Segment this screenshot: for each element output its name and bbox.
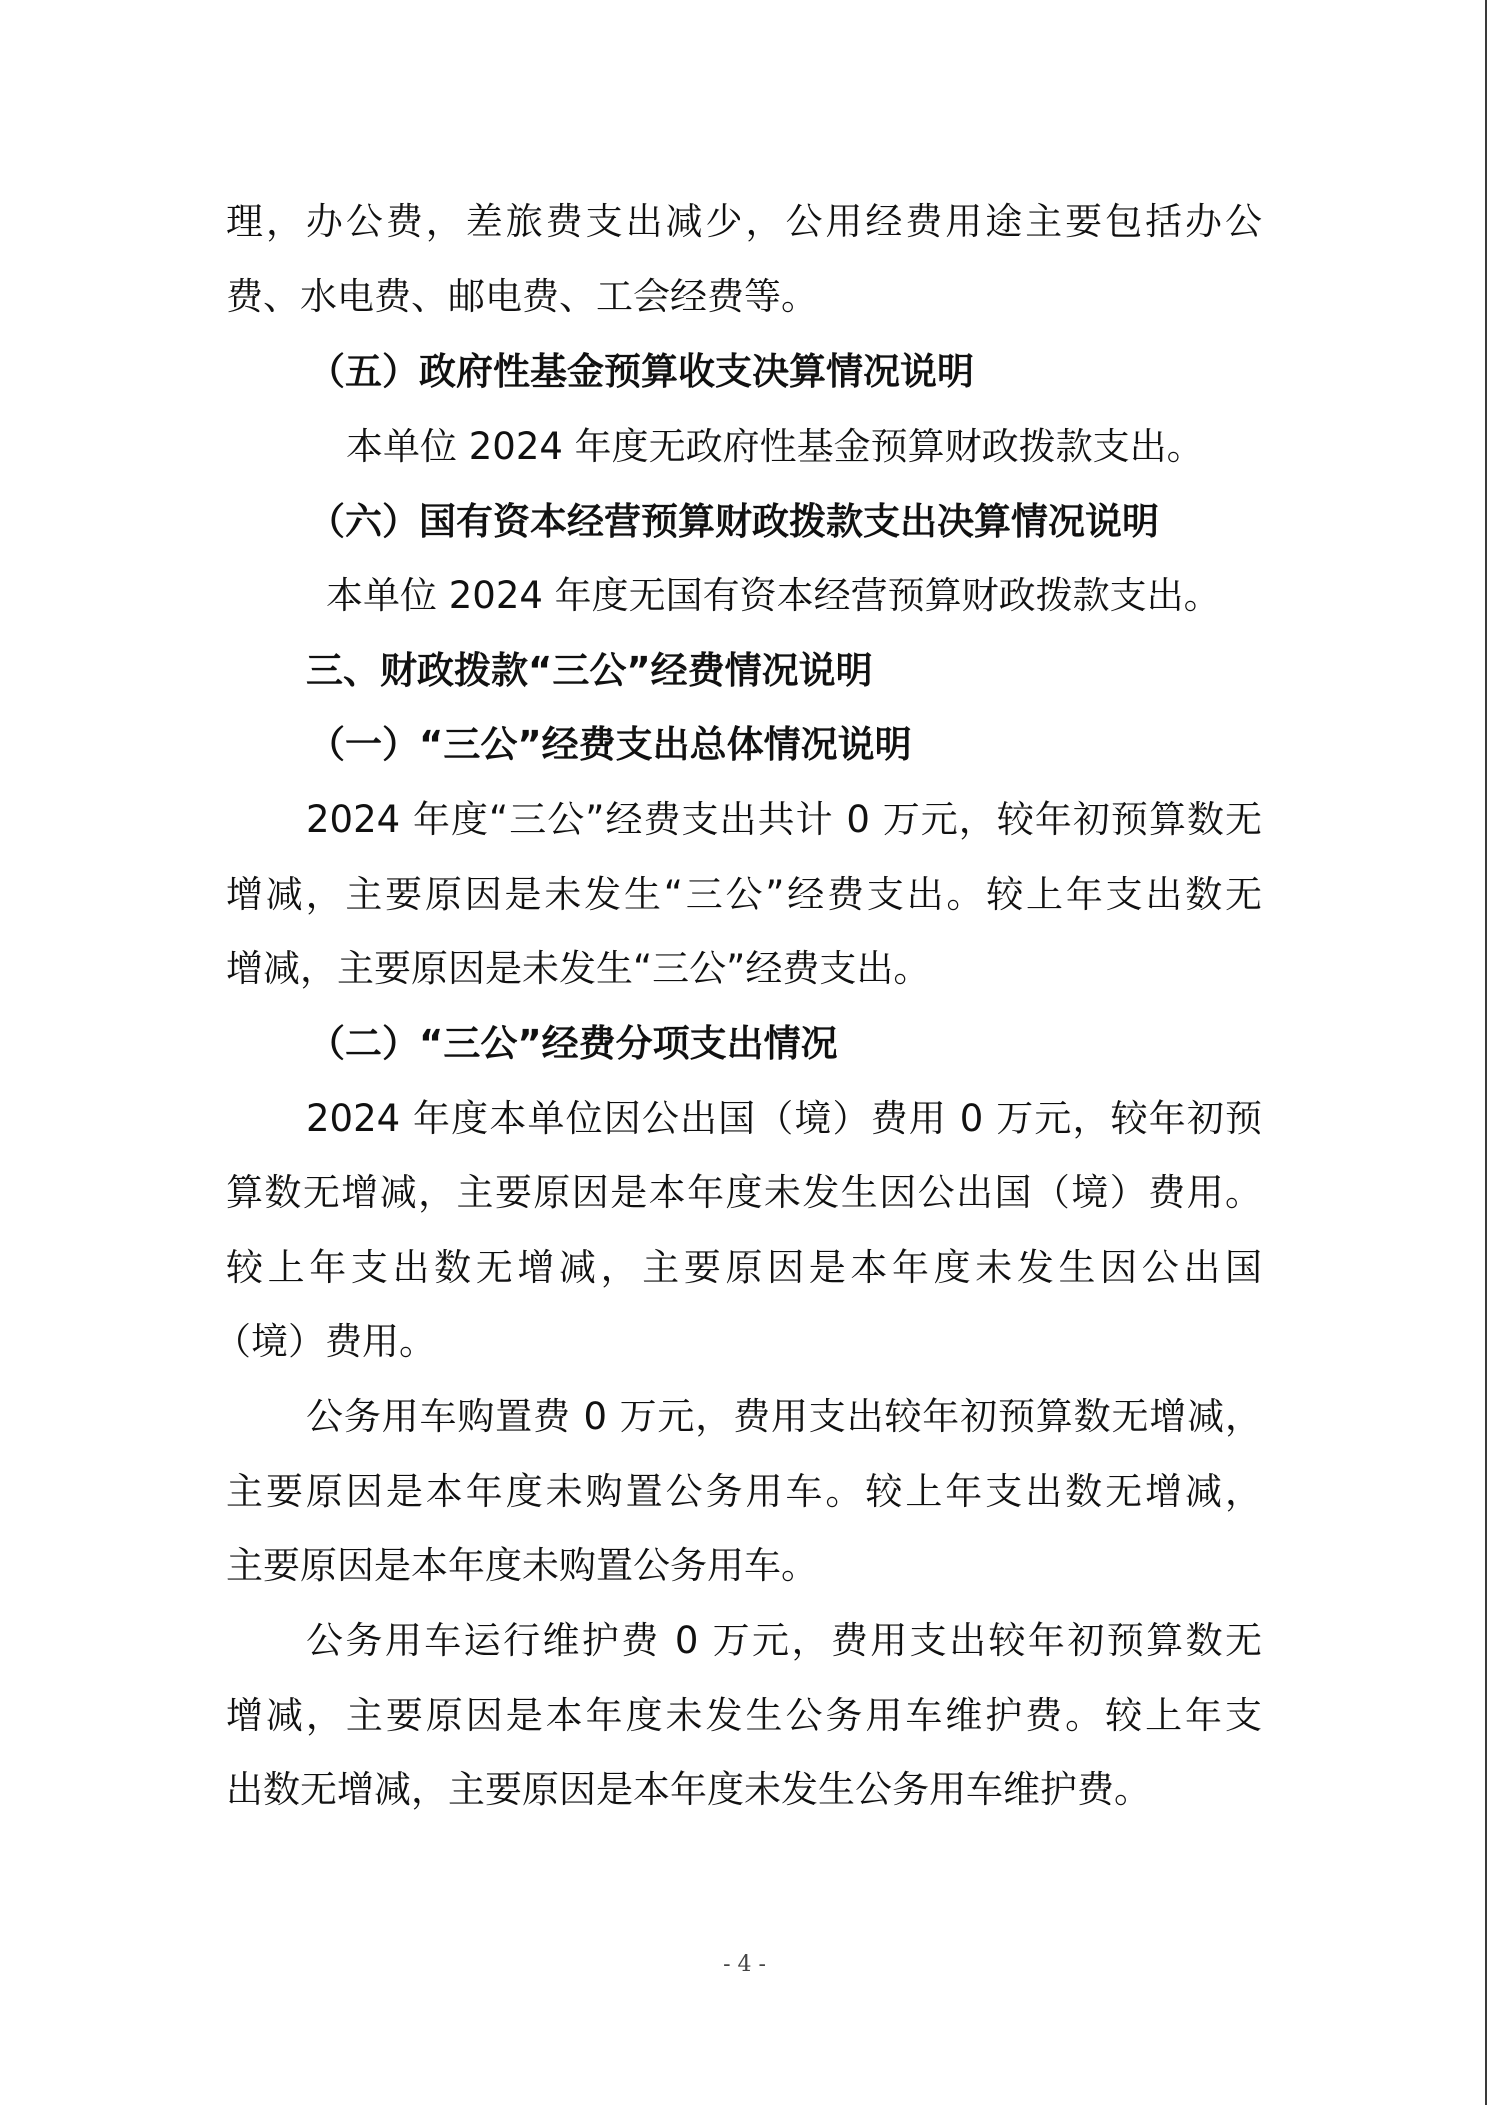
paragraph-line: 公务用车运行维护费 0 万元，费用支出较年初预算数无 bbox=[306, 1619, 1262, 1662]
section-heading-2: （二）“三公”经费分项支出情况 bbox=[308, 1022, 838, 1065]
paragraph-line: 增减，主要原因是未发生“三公”经费支出。较上年支出数无 bbox=[226, 873, 1262, 916]
section-heading-6: （六）国有资本经营预算财政拨款支出决算情况说明 bbox=[308, 500, 1159, 543]
paragraph-line: 2024 年度本单位因公出国（境）费用 0 万元，较年初预 bbox=[306, 1097, 1262, 1140]
paragraph-line: 费、水电费、邮电费、工会经费等。 bbox=[226, 275, 818, 318]
page-edge-line bbox=[1485, 0, 1487, 2105]
section-heading-1: （一）“三公”经费支出总体情况说明 bbox=[308, 723, 912, 766]
paragraph-line: 主要原因是本年度未购置公务用车。较上年支出数无增减， bbox=[226, 1470, 1262, 1513]
paragraph-line: 公务用车购置费 0 万元，费用支出较年初预算数无增减， bbox=[306, 1395, 1262, 1438]
paragraph-line: 增减，主要原因是本年度未发生公务用车维护费。较上年支 bbox=[226, 1694, 1262, 1737]
section-heading-5: （五）政府性基金预算收支决算情况说明 bbox=[308, 350, 974, 393]
paragraph-line: 出数无增减，主要原因是本年度未发生公务用车维护费。 bbox=[226, 1768, 1151, 1811]
paragraph-line: 主要原因是本年度未购置公务用车。 bbox=[226, 1544, 818, 1587]
paragraph-line: 2024 年度“三公”经费支出共计 0 万元，较年初预算数无 bbox=[306, 798, 1262, 841]
paragraph-line: 理，办公费，差旅费支出减少，公用经费用途主要包括办公 bbox=[226, 200, 1262, 243]
paragraph-line: 本单位 2024 年度无国有资本经营预算财政拨款支出。 bbox=[326, 574, 1221, 617]
paragraph-line: （境）费用。 bbox=[214, 1320, 436, 1363]
paragraph-line: 较上年支出数无增减，主要原因是本年度未发生因公出国 bbox=[226, 1246, 1262, 1289]
page-number: - 4 - bbox=[723, 1952, 766, 1977]
paragraph-line: 增减，主要原因是未发生“三公”经费支出。 bbox=[226, 947, 931, 990]
chapter-heading-3: 三、财政拨款“三公”经费情况说明 bbox=[306, 649, 873, 692]
paragraph-line: 本单位 2024 年度无政府性基金预算财政拨款支出。 bbox=[346, 425, 1204, 468]
paragraph-line: 算数无增减，主要原因是本年度未发生因公出国（境）费用。 bbox=[226, 1171, 1262, 1214]
